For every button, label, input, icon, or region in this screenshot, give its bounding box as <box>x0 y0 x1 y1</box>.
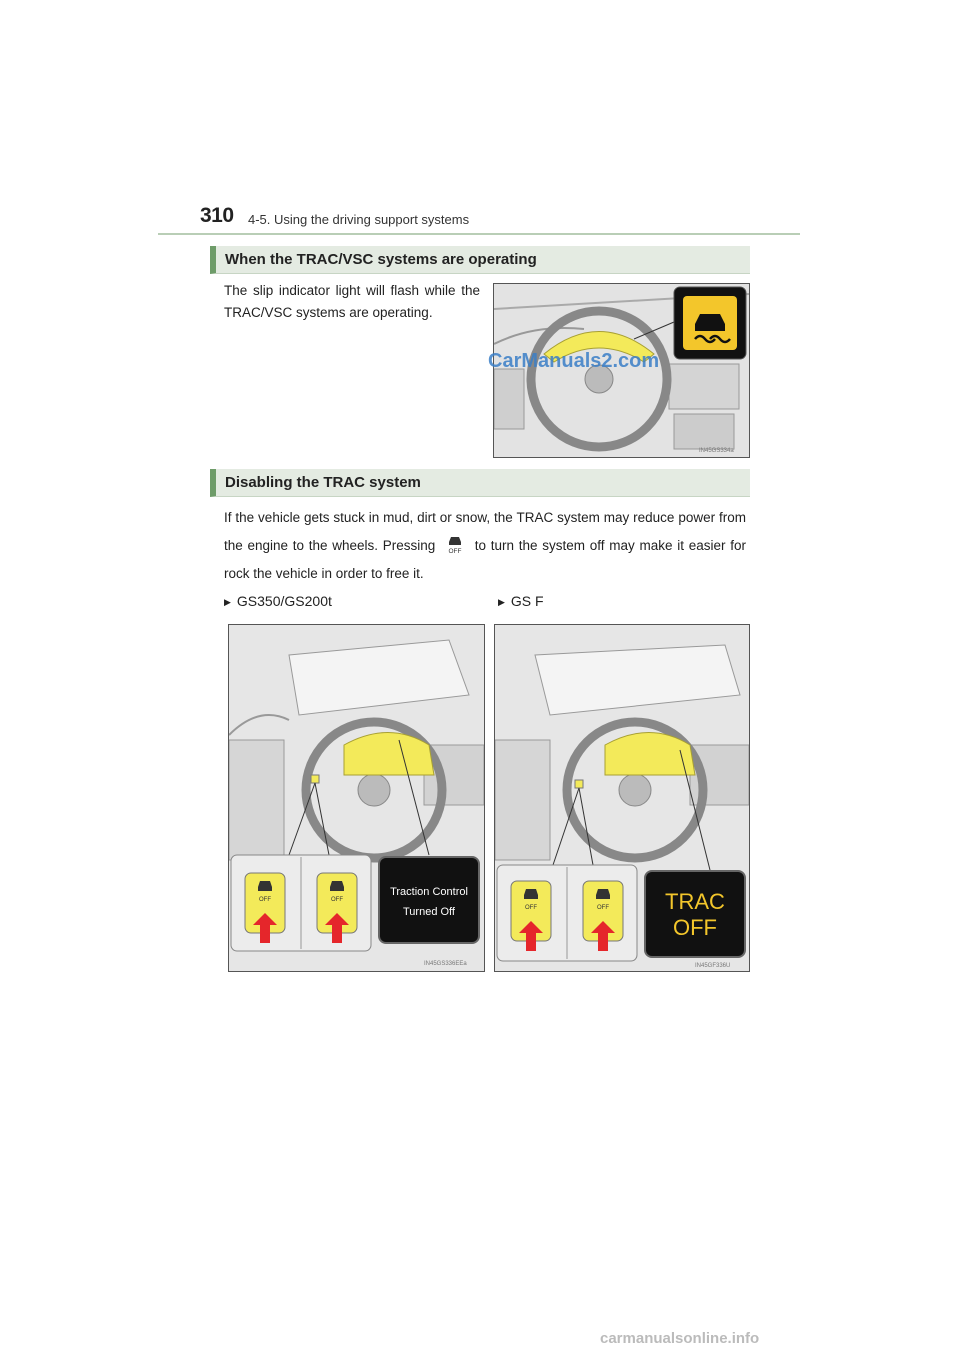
section-heading-disabling-trac <box>210 469 750 497</box>
figure-code: IN45GF336U <box>695 963 731 969</box>
section-heading-text: Disabling the TRAC system <box>225 474 421 491</box>
svg-text:OFF: OFF <box>525 905 537 911</box>
svg-text:OFF: OFF <box>259 897 271 903</box>
watermark-carmanuals: CarManuals2.com <box>488 350 660 372</box>
section-heading-text: When the TRAC/VSC systems are operating <box>225 251 537 268</box>
section2-body-end: to turn the system off may make it easier for rock the vehicle in order to free it. <box>224 538 746 581</box>
gs350-dashboard-illustration <box>229 625 484 971</box>
svg-text:OFF: OFF <box>448 548 462 554</box>
traction-control-line2: Turned Off <box>403 906 455 918</box>
header-rule <box>158 233 800 235</box>
gs350-trac-off-figure <box>228 624 485 972</box>
gsf-dashboard-illustration <box>495 625 749 971</box>
gsf-trac-off-figure <box>494 624 750 972</box>
caption-gs350: ▶ GS350/GS200t <box>224 593 332 609</box>
svg-text:OFF: OFF <box>597 905 609 911</box>
trac-display-line2: OFF <box>673 915 717 940</box>
trac-off-inline-icon <box>444 534 466 554</box>
page-header <box>200 204 800 234</box>
traction-control-line1: Traction Control <box>390 886 468 898</box>
section2-body-start: If the vehicle gets stuck in mud, dirt or snow, the TRAC system may reduce power from the engine to the wheels. Pressing <box>224 510 746 553</box>
section1-body: The slip indicator light will flash while the TRAC/VSC systems are operating. <box>224 283 480 320</box>
trac-display-line1: TRAC <box>665 889 725 914</box>
caption-gsf: ▶ GS F <box>498 593 544 609</box>
footer-watermark: carmanualsonline.info <box>600 1330 760 1347</box>
section2-body <box>224 504 746 588</box>
figure-code: IN45GS334a <box>699 448 734 454</box>
running-section-title: 4-5. Using the driving support systems <box>248 212 470 227</box>
section-heading-trac-vsc-operating <box>210 246 750 274</box>
svg-text:OFF: OFF <box>331 897 343 903</box>
figure-code: IN45GS336EEa <box>424 961 467 967</box>
page-number: 310 <box>200 204 234 227</box>
